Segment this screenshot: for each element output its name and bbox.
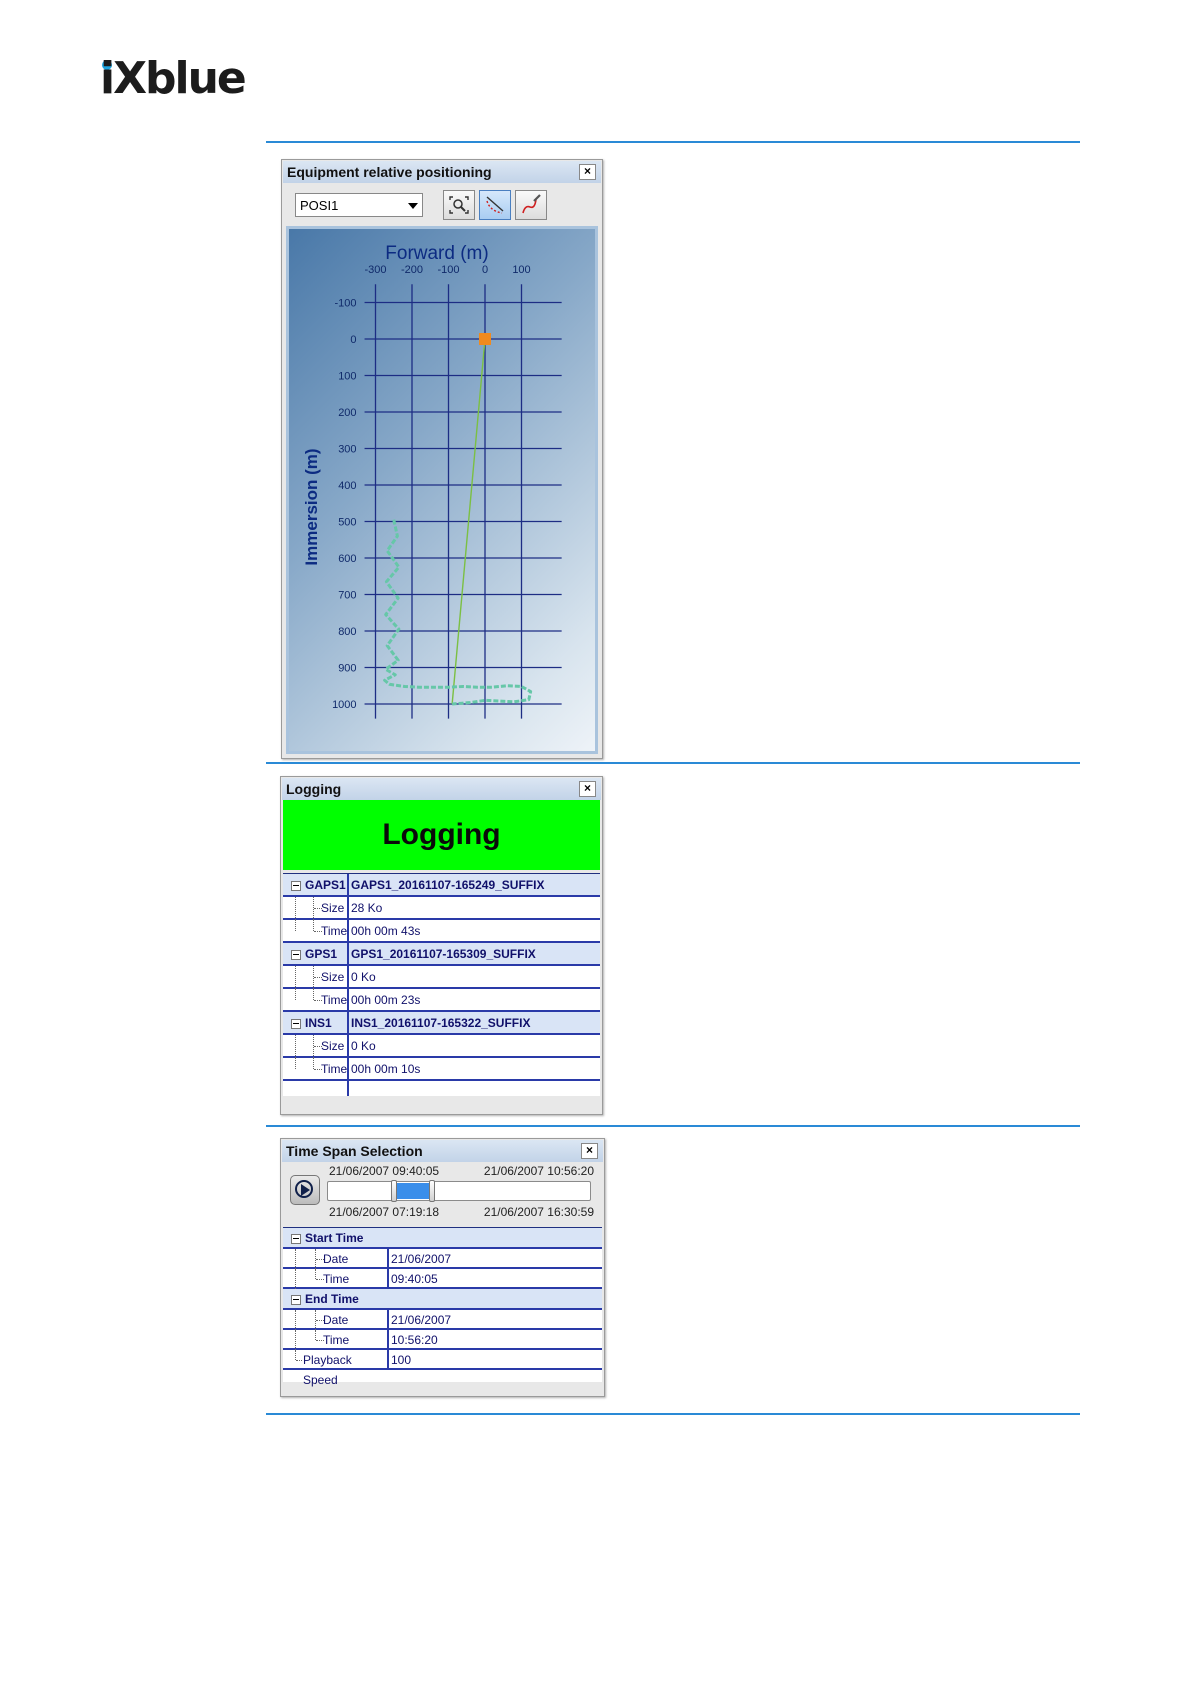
detail-label: Time <box>321 993 348 1007</box>
close-button[interactable]: × <box>581 1143 598 1159</box>
x-tick-label: 100 <box>512 264 531 276</box>
zoom-fit-icon <box>444 191 474 219</box>
detail-value: 28 Ko <box>351 901 383 915</box>
detail-value: 0 Ko <box>351 1039 376 1053</box>
panel-title: Logging <box>282 778 601 800</box>
y-tick-label: 600 <box>338 553 357 565</box>
divider-1 <box>266 762 1080 764</box>
x-tick-label: -300 <box>364 264 387 276</box>
end-handle[interactable] <box>429 1180 435 1202</box>
time-detail-row <box>283 1269 602 1289</box>
logging-panel <box>280 776 603 1115</box>
y-tick-label: 900 <box>338 662 357 675</box>
detail-label: Time <box>321 924 348 938</box>
group-label: End Time <box>305 1292 359 1306</box>
divider-2 <box>266 1125 1080 1127</box>
y-tick-label: 800 <box>338 626 357 638</box>
logo-text: iXblue <box>100 53 245 104</box>
start-time-group-row[interactable] <box>283 1228 602 1249</box>
selection-end-label: 21/06/2007 10:56:20 <box>483 1164 594 1178</box>
positioning-chart <box>286 226 598 754</box>
detail-label: Date <box>323 1313 349 1327</box>
track-edit-icon <box>516 191 546 219</box>
x-tick-label: -100 <box>437 264 460 276</box>
collapse-icon[interactable] <box>291 950 301 960</box>
range-start-label: 21/06/2007 07:19:18 <box>329 1205 440 1219</box>
equipment-select[interactable] <box>295 193 423 217</box>
positioning-chart-svg <box>289 229 595 751</box>
detail-label: Time <box>323 1333 350 1347</box>
trajectory-icon <box>480 191 510 219</box>
close-button[interactable]: × <box>579 164 596 180</box>
group-label: Start Time <box>305 1231 364 1245</box>
logging-detail-row <box>283 897 600 920</box>
detail-value[interactable]: 10:56:20 <box>391 1333 438 1347</box>
start-handle[interactable] <box>391 1180 397 1202</box>
y-tick-label: 300 <box>338 443 357 456</box>
logging-detail-row <box>283 966 600 989</box>
detail-label: Time <box>323 1272 350 1286</box>
range-end-label: 21/06/2007 16:30:59 <box>483 1205 594 1219</box>
y-tick-label: 0 <box>350 334 357 346</box>
time-detail-row <box>283 1330 602 1350</box>
group-name: INS1 <box>305 1016 332 1030</box>
detail-value[interactable]: 21/06/2007 <box>391 1313 452 1327</box>
time-span-panel <box>280 1138 605 1397</box>
logging-detail-row <box>283 920 600 943</box>
detail-label: Size <box>321 970 345 984</box>
group-file-name: GAPS1_20161107-165249_SUFFIX <box>351 878 545 892</box>
vehicle-track-line <box>385 520 531 704</box>
detail-value: 00h 00m 43s <box>351 924 421 938</box>
detail-value[interactable]: 09:40:05 <box>391 1272 438 1286</box>
chevron-down-icon <box>408 203 418 209</box>
time-detail-row <box>283 1249 602 1269</box>
play-button[interactable] <box>290 1175 320 1205</box>
close-button[interactable]: × <box>579 781 596 797</box>
detail-label: Size <box>321 901 345 915</box>
y-tick-label: 400 <box>338 480 357 492</box>
time-detail-row <box>283 1310 602 1330</box>
equipment-select-value: POSI1 <box>300 198 339 213</box>
time-span-slider[interactable] <box>327 1181 591 1201</box>
detail-label: Date <box>323 1252 349 1266</box>
playback-speed-value[interactable]: 100 <box>391 1353 412 1367</box>
y-tick-label: 500 <box>338 516 357 529</box>
group-file-name: INS1_20161107-165322_SUFFIX <box>351 1016 531 1030</box>
detail-label: Size <box>321 1039 345 1053</box>
logging-group-row[interactable] <box>283 874 600 897</box>
selection-start-label: 21/06/2007 09:40:05 <box>329 1164 440 1178</box>
detail-value: 0 Ko <box>351 970 376 984</box>
collapse-icon[interactable] <box>291 1234 301 1244</box>
zoom-fit-button[interactable] <box>443 190 475 220</box>
logging-tree-grid <box>283 873 600 1096</box>
detail-value: 00h 00m 10s <box>351 1062 421 1076</box>
detail-label: Time <box>321 1062 348 1076</box>
trajectory-button[interactable] <box>479 190 511 220</box>
y-tick-label: 700 <box>338 589 357 602</box>
logging-group-row[interactable] <box>283 943 600 966</box>
playback-speed-row <box>283 1350 602 1387</box>
logging-detail-row <box>283 1058 600 1081</box>
selection-range-fill <box>395 1183 431 1199</box>
collapse-icon[interactable] <box>291 1019 301 1029</box>
y-axis-label: Immersion (m) <box>302 448 321 566</box>
playback-speed-label: Playback Speed <box>303 1353 352 1387</box>
empty-row <box>283 1081 600 1096</box>
x-axis-label: Forward (m) <box>385 243 489 264</box>
logging-detail-row <box>283 989 600 1012</box>
x-tick-label: -200 <box>400 264 424 276</box>
panel-title: Equipment relative positioning <box>283 161 601 183</box>
collapse-icon[interactable] <box>291 881 301 891</box>
end-time-group-row[interactable] <box>283 1289 602 1310</box>
y-tick-label: 1000 <box>332 699 357 711</box>
panel-title: Time Span Selection <box>282 1140 603 1162</box>
detail-value: 00h 00m 23s <box>351 993 421 1007</box>
y-tick-label: 100 <box>338 370 357 383</box>
divider-bottom <box>266 1413 1080 1415</box>
group-file-name: GPS1_20161107-165309_SUFFIX <box>351 947 536 961</box>
logging-status-banner: Logging <box>283 800 600 870</box>
y-tick-label: -100 <box>334 297 357 310</box>
detail-value[interactable]: 21/06/2007 <box>391 1252 452 1266</box>
divider-top <box>266 141 1080 143</box>
equipment-positioning-panel <box>281 159 603 759</box>
group-name: GPS1 <box>305 947 338 961</box>
collapse-icon[interactable] <box>291 1295 301 1305</box>
x-tick-label: 0 <box>481 264 489 276</box>
equipment-marker <box>479 333 491 345</box>
logging-group-row[interactable] <box>283 1012 600 1035</box>
time-span-properties-grid <box>283 1227 602 1387</box>
group-name: GAPS1 <box>305 878 346 892</box>
track-edit-button[interactable] <box>515 190 547 220</box>
y-tick-label: 200 <box>338 407 357 419</box>
logging-detail-row <box>283 1035 600 1058</box>
